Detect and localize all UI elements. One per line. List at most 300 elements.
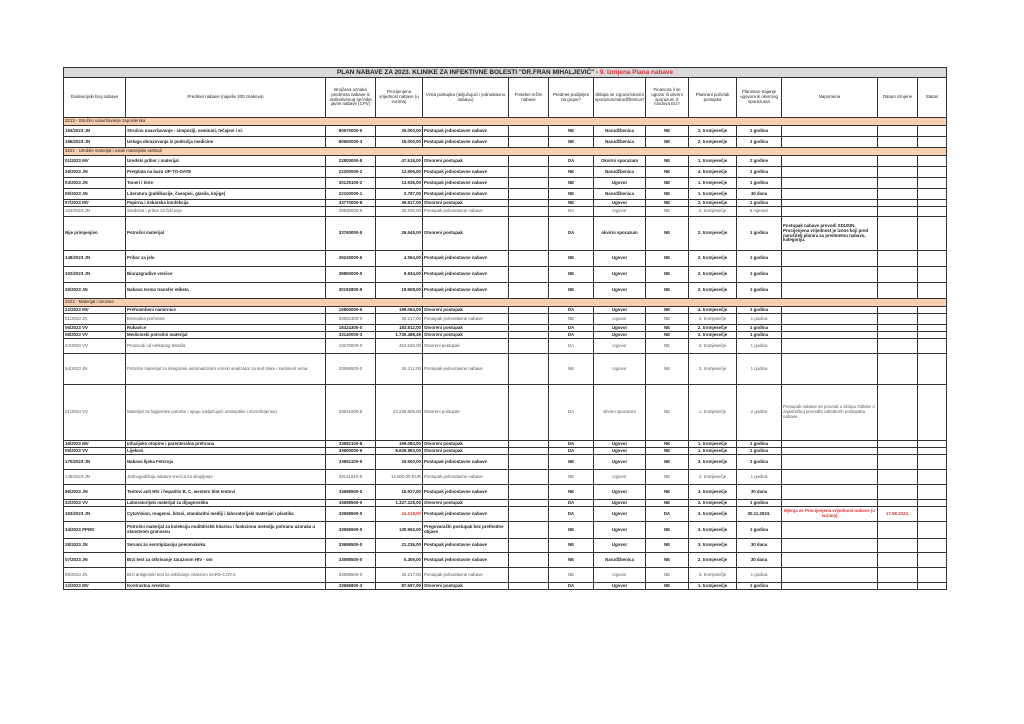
cell-predmet: Medicinski potrošni materijal (126, 332, 326, 339)
section-label: 3213 - Stručno usavršavanje zaposlenika (64, 118, 947, 126)
cell-trajanje: 1 godina (737, 583, 782, 590)
cell-status (918, 126, 947, 137)
cell-rezim (509, 332, 549, 339)
cell-vrijednost: 24.618,00 (376, 507, 423, 522)
cell-datum (878, 200, 918, 207)
cell-eu: NE (646, 251, 689, 267)
col-header-pocetak: Planirani početak postupka (689, 78, 737, 118)
cell-ev: 05/2023 JN (64, 189, 126, 200)
cell-vrijednost: 25.500,00 (376, 455, 423, 470)
cell-datum (878, 385, 918, 441)
cell-grupe: DA (549, 583, 594, 590)
cell-grupe: NE (549, 470, 594, 485)
table-row (64, 137, 947, 148)
cell-grupe: DA (549, 217, 594, 251)
cell-napomena (782, 126, 878, 137)
cell-ev: 22/2023 MV (64, 307, 126, 314)
cell-eu: NE (646, 539, 689, 553)
cell-predmet: Infuzijske otopine i parenteralna prehrana (126, 441, 326, 448)
cell-predmet: Usluga obrazovanja iz područja medicine (126, 137, 326, 148)
cell-pocetak: 1. tromjesečje (689, 448, 737, 455)
cell-pocetak: 1. tromjesečje (689, 189, 737, 200)
cell-rezim (509, 522, 549, 539)
cell-napomena (782, 325, 878, 332)
table-row (64, 178, 947, 189)
table-row (64, 448, 947, 455)
cell-eu: NE (646, 283, 689, 299)
cell-napomena: Mjenja se Procijenjena vrijednost nabave (u eurima) (782, 507, 878, 522)
cell-napomena (782, 137, 878, 148)
cell-cpv: 33698500-0 (326, 507, 376, 522)
cell-rezim (509, 137, 549, 148)
cell-trajanje: 1 godina (737, 251, 782, 267)
table-body (64, 118, 947, 590)
cell-vrijednost: 25.000,00 (376, 126, 423, 137)
cell-vrsta: Postupak jednostavne nabave (423, 507, 509, 522)
col-header-rezim: Posebni režim nabave (509, 78, 549, 118)
cell-predmet: Potrošni materijal (126, 217, 326, 251)
table-row (64, 539, 947, 553)
cell-predmet: Prehrambeni namirnice (126, 307, 326, 314)
cell-datum (878, 332, 918, 339)
cell-napomena (782, 283, 878, 299)
cell-cpv: 39240000-6 (326, 251, 376, 267)
cell-ev: 06/2023 VV (64, 325, 126, 332)
cell-vrsta: Otvoreni postupak (423, 325, 509, 332)
cell-rezim (509, 126, 549, 137)
cell-datum (878, 307, 918, 314)
table-row (64, 354, 947, 385)
cell-predmet: Uredski pribor i materijal (126, 156, 326, 167)
table-row (64, 553, 947, 568)
cell-status (918, 217, 947, 251)
table-row (64, 441, 947, 448)
cell-rezim (509, 500, 549, 507)
cell-cpv: 33140000-3 (326, 332, 376, 339)
cell-datum: 17.08.2023. (878, 507, 918, 522)
cell-cpv: 33692300-0 (326, 314, 376, 325)
cell-vrijednost: 25.217,00 (376, 568, 423, 583)
col-header-cpv: Brojčana oznaka predmeta nabave iz Jedinstvenog rječnika javne nabave (CPV) (326, 78, 376, 118)
cell-status (918, 267, 947, 283)
cell-datum (878, 441, 918, 448)
cell-status (918, 283, 947, 299)
cell-eu: NE (646, 500, 689, 507)
cell-trajanje: 1 godina (737, 448, 782, 455)
cell-eu: NE (646, 167, 689, 178)
cell-ugovor: Ugovor (594, 200, 646, 207)
cell-rezim (509, 485, 549, 500)
cell-eu: NE (646, 385, 689, 441)
cell-status (918, 455, 947, 470)
cell-napomena: Postupak nabave se provodi u sklopu Odluke o zajedničkoj provedbi određenih postupaka nabave. (782, 385, 878, 441)
cell-pocetak: 2. tromjesečje (689, 325, 737, 332)
cell-eu: NE (646, 339, 689, 354)
cell-ugovor: Ugovor (594, 267, 646, 283)
cell-predmet: Proizvodi od netkanog tekstila (126, 339, 326, 354)
cell-rezim (509, 539, 549, 553)
cell-trajanje: 2 godine (737, 385, 782, 441)
cell-ev: 18/2023 MV (64, 441, 126, 448)
cell-pocetak: 3. tromjesečje (689, 314, 737, 325)
cell-vrijednost: 12.506,00 (376, 167, 423, 178)
cell-vrijednost: 43.236.809,00 (376, 385, 423, 441)
cell-grupe: NE (549, 485, 594, 500)
cell-cpv: 19270000-0 (326, 339, 376, 354)
cell-napomena (782, 251, 878, 267)
section-row (64, 299, 947, 307)
table-row (64, 251, 947, 267)
cell-rezim (509, 553, 549, 568)
cell-ev: 24/2023 VV (64, 339, 126, 354)
cell-predmet: Pretplata na bazu UP-TO-DATE (126, 167, 326, 178)
cell-ev: 09/2023 VV (64, 448, 126, 455)
cell-cpv: 39850000-0 (326, 267, 376, 283)
cell-vrijednost: 183.812,00 (376, 325, 423, 332)
cell-ev: 32/2023 VV (64, 500, 126, 507)
table-row (64, 339, 947, 354)
cell-grupe: DA (549, 385, 594, 441)
cell-napomena (782, 332, 878, 339)
cell-vrijednost: 199.084,00 (376, 307, 423, 314)
cell-pocetak: 2. tromjesečje (689, 137, 737, 148)
cell-pocetak: 2. tromjesečje (689, 283, 737, 299)
cell-vrsta: Otvoreni postupak (423, 441, 509, 448)
cell-cpv: 80560000-3 (326, 137, 376, 148)
cell-status (918, 167, 947, 178)
table-row (64, 507, 947, 522)
cell-pocetak: 2. tromjesečje (689, 251, 737, 267)
cell-eu: NE (646, 178, 689, 189)
cell-eu: NE (646, 156, 689, 167)
col-header-vrijednost: Procijenjena vrijednost nabave (u eurima) (376, 78, 423, 118)
cell-status (918, 156, 947, 167)
cell-grupe: DA (549, 332, 594, 339)
cell-napomena (782, 553, 878, 568)
cell-predmet: Testovi anti HIV i hepatitis B, C, western blot testovi (126, 485, 326, 500)
cell-vrsta: Otvoreni postupak (423, 200, 509, 207)
cell-rezim (509, 339, 549, 354)
cell-ugovor: Narudžbenica (594, 553, 646, 568)
cell-eu: NE (646, 217, 689, 251)
cell-ugovor: Ugovor (594, 470, 646, 485)
cell-pocetak: 1. tromjesečje (689, 583, 737, 590)
col-header-status: Status (918, 78, 947, 118)
cell-predmet: Stručno usavršavanje - simpoziji, seminari, tečajevi i sl. (126, 126, 326, 137)
cell-trajanje: 2 godine (737, 156, 782, 167)
cell-vrsta: Postupak jednostavne nabave (423, 167, 509, 178)
cell-cpv: 33698500-0 (326, 568, 376, 583)
cell-trajanje: 1 godina (737, 217, 782, 251)
cell-napomena (782, 455, 878, 470)
cell-pocetak: 2. tromjesečje (689, 332, 737, 339)
cell-vrijednost: 19.908,00 (376, 283, 423, 299)
cell-vrsta: Postupak jednostavne nabave (423, 126, 509, 137)
cell-datum (878, 522, 918, 539)
cell-napomena (782, 156, 878, 167)
cell-rezim (509, 583, 549, 590)
cell-predmet: Pribor za jelo (126, 251, 326, 267)
cell-ugovor: Ugovor (594, 441, 646, 448)
cell-status (918, 307, 947, 314)
cell-rezim (509, 207, 549, 217)
cell-ugovor: Ugovor (594, 522, 646, 539)
cell-eu: NE (646, 307, 689, 314)
table-row (64, 207, 947, 217)
cell-datum (878, 583, 918, 590)
cell-predmet: Nabava termo transfer etiketa (126, 283, 326, 299)
cell-napomena (782, 485, 878, 500)
cell-eu: NE (646, 553, 689, 568)
cell-ugovor: Ugovor (594, 325, 646, 332)
cell-ugovor: Narudžbenica (594, 167, 646, 178)
cell-vrsta: Postupak jednostavne nabave (423, 207, 509, 217)
col-header-trajanje: Planirano trajanje ugovora ili okvirnog sporazuma (737, 78, 782, 118)
cell-pocetak: 3. tromjesečje (689, 539, 737, 553)
cell-pocetak: 1. tromjesečje (689, 385, 737, 441)
cell-pocetak: 2. tromjesečje (689, 200, 737, 207)
cell-eu: NE (646, 314, 689, 325)
cell-ev: 145/2023 JN (64, 470, 126, 485)
cell-vrijednost: 87.597,00 (376, 583, 423, 590)
cell-datum (878, 137, 918, 148)
cell-eu: NE (646, 485, 689, 500)
cell-rezim (509, 507, 549, 522)
cell-trajanje: 1 godina (737, 470, 782, 485)
table-row (64, 283, 947, 299)
cell-trajanje: 1 godina (737, 307, 782, 314)
cell-trajanje: 1 godina (737, 522, 782, 539)
cell-pocetak: 1. tromjesečje (689, 178, 737, 189)
table-row (64, 217, 947, 251)
cell-vrsta: Postupak jednostavne nabave (423, 470, 509, 485)
cell-ev: 28/2023 JN (64, 167, 126, 178)
cell-pocetak: 3. tromjesečje (689, 522, 737, 539)
cell-napomena: Postupak nabave provodi SDUSIN. Procijenjena vrijednost je iznos koji pred naručitelj planira za predmetnu nabavu, kategoriju. (782, 217, 878, 251)
cell-trajanje: 30 dana (737, 553, 782, 568)
cell-trajanje: 1 godina (737, 455, 782, 470)
cell-ev: 28/2023 JN (64, 539, 126, 553)
cell-vrsta: Postupak jednostavne nabave (423, 568, 509, 583)
cell-vrijednost: 2.787,00 (376, 189, 423, 200)
table-row (64, 500, 947, 507)
table-row (64, 385, 947, 441)
cell-napomena (782, 441, 878, 448)
cell-ugovor: Ugovor (594, 283, 646, 299)
cell-grupe: NE (549, 137, 594, 148)
cell-trajanje: 30.11.2023. (737, 507, 782, 522)
table-row (64, 485, 947, 500)
cell-status (918, 339, 947, 354)
cell-eu: NE (646, 332, 689, 339)
cell-ugovor: Ugovor (594, 583, 646, 590)
cell-datum (878, 178, 918, 189)
cell-ugovor: Ugovor (594, 500, 646, 507)
cell-grupe: NE (549, 314, 594, 325)
cell-ev: 183/2023 JN (64, 507, 126, 522)
cell-vrsta: Postupak jednostavne nabave (423, 455, 509, 470)
cell-napomena (782, 267, 878, 283)
cell-cpv: 30192800-9 (326, 283, 376, 299)
cell-ev: 07/2023 JN (64, 553, 126, 568)
cell-vrijednost: 25.217,00 (376, 314, 423, 325)
cell-predmet: Potrošni materijal za integrirani automatizirani urinski analizator za test trake i sediment urina (126, 354, 326, 385)
cell-ugovor: Ugovor (594, 354, 646, 385)
cell-rezim (509, 178, 549, 189)
title-main: PLAN NABAVE ZA 2023. KLINIKE ZA INFEKTIVNE BOLESTI "DR.FRAN MIHALJEVIĆ" - (336, 68, 600, 76)
cell-status (918, 200, 947, 207)
cell-napomena (782, 470, 878, 485)
cell-pocetak: 2. tromjesečje (689, 553, 737, 568)
col-header-datum: Datum izmjene (878, 78, 918, 118)
cell-ugovor: Ugovor (594, 307, 646, 314)
cell-ev: 170/2023 JN (64, 455, 126, 470)
cell-ugovor: Ugovor (594, 207, 646, 217)
cell-trajanje: 1 godina (737, 267, 782, 283)
cell-predmet: Potrošni materijal za kolekciju mulitdrishk kitarina i funkcionu metodju pohranu uzoraka u stanstvom granosvu (126, 522, 326, 539)
cell-datum (878, 568, 918, 583)
cell-cpv: 15800000-6 (326, 307, 376, 314)
cell-rezim (509, 568, 549, 583)
cell-pocetak: 2. tromjesečje (689, 126, 737, 137)
cell-grupe: NE (549, 126, 594, 137)
cell-grupe: NE (549, 553, 594, 568)
cell-trajanje: 1 godina (737, 332, 782, 339)
cell-trajanje: 1 godina (737, 137, 782, 148)
cell-eu: NE (646, 354, 689, 385)
cell-predmet: Toneri i tinte (126, 178, 326, 189)
cell-ugovor: Ugovor (594, 507, 646, 522)
cell-ugovor: Okvirni sporazum (594, 156, 646, 167)
cell-eu: DA (646, 507, 689, 522)
cell-datum (878, 217, 918, 251)
cell-grupe: NE (549, 167, 594, 178)
cell-vrsta: Postupak jednostavne nabave (423, 553, 509, 568)
cell-datum (878, 167, 918, 178)
cell-napomena (782, 500, 878, 507)
table-row (64, 126, 947, 137)
cell-grupe: DA (549, 441, 594, 448)
cell-pocetak: 3. tromjesečje (689, 455, 737, 470)
cell-rezim (509, 251, 549, 267)
cell-grupe: NE (549, 522, 594, 539)
header-row (64, 78, 947, 118)
table-row (64, 307, 947, 314)
cell-grupe: NE (549, 267, 594, 283)
cell-predmet: Brzi antigenski test za otkrivanje zarazom SARS-COV-2 (126, 568, 326, 583)
cell-ugovor: Ugovor (594, 332, 646, 339)
cell-status (918, 178, 947, 189)
cell-eu: NE (646, 137, 689, 148)
col-header-ugovor: Sklapa se Ugovor/okvirni sporazum/narudžbenica? (594, 78, 646, 118)
table-row (64, 332, 947, 339)
cell-grupe: NE (549, 200, 594, 207)
cell-ev: 148/2023 JN (64, 251, 126, 267)
cell-ugovor: okvirni sporazum (594, 385, 646, 441)
cell-pocetak: 3. tromjesečje (689, 507, 737, 522)
cell-ugovor: Ugovor (594, 339, 646, 354)
cell-grupe: DA (549, 448, 594, 455)
cell-vrsta: Otvoreni postupak (423, 217, 509, 251)
cell-ev: 84/2023 JN (64, 354, 126, 385)
col-header-predmet: Predmet nabave (najviše 200 znakova) (126, 78, 326, 118)
cell-datum (878, 156, 918, 167)
cell-predmet: Papirna i tiskarska konfekcija (126, 200, 326, 207)
cell-ev: 12/2023 MV (64, 583, 126, 590)
col-header-grupe: Predmet podijeljen na grupe? (549, 78, 594, 118)
cell-datum (878, 485, 918, 500)
cell-napomena (782, 189, 878, 200)
cell-pocetak: 2. tromjesečje (689, 207, 737, 217)
cell-vrsta: Otvoreni postupak (423, 385, 509, 441)
cell-datum (878, 470, 918, 485)
cell-status (918, 137, 947, 148)
cell-rezim (509, 325, 549, 332)
cell-vrsta: Postupak jednostavne nabave (423, 314, 509, 325)
cell-cpv: 33698500-0 (326, 539, 376, 553)
cell-datum (878, 207, 918, 217)
cell-cpv: 18424300-0 (326, 325, 376, 332)
cell-vrijednost: 5.309,00 (376, 553, 423, 568)
cell-ugovor: Ugovor (594, 568, 646, 583)
cell-vrijednost: 39.817,00 (376, 200, 423, 207)
col-header-ev: Evidencijski broj nabave (64, 78, 126, 118)
cell-ugovor: Ugovor (594, 448, 646, 455)
procurement-plan-table (63, 67, 947, 590)
cell-vrsta: Postupak jednostavne nabave (423, 267, 509, 283)
cell-status (918, 441, 947, 448)
cell-predmet: Brzi test za otkrivanje zaraznom HIV - om (126, 553, 326, 568)
cell-vrijednost: 1.327.228,00 (376, 500, 423, 507)
cell-predmet: Biorazgradive vrećice (126, 267, 326, 283)
cell-ugovor: Ugovor (594, 314, 646, 325)
col-header-vrsta: Vrsta postupka (uključujući i jednostavnu nabavu) (423, 78, 509, 118)
cell-eu: NE (646, 470, 689, 485)
cell-grupe: DA (549, 156, 594, 167)
cell-datum (878, 500, 918, 507)
cell-ev: 01/2023 MV (64, 156, 126, 167)
cell-cpv: 33760000-5 (326, 217, 376, 251)
cell-ev: 03/2023 JN (64, 178, 126, 189)
cell-cpv: 33698500-0 (326, 485, 376, 500)
cell-ugovor: Ugovor (594, 178, 646, 189)
cell-vrijednost: 130.962,00 (376, 522, 423, 539)
cell-cpv: 30125100-2 (326, 178, 376, 189)
section-label: 3222 - Materijal i sirovine (64, 299, 947, 307)
cell-grupe: DA (549, 207, 594, 217)
cell-cpv: 33651100-9 (326, 455, 376, 470)
cell-vrsta: Otvoreni postupak (423, 156, 509, 167)
cell-grupe: NE (549, 178, 594, 189)
cell-predmet: Enteralna prehrana (126, 314, 326, 325)
cell-grupe: DA (549, 507, 594, 522)
cell-predmet: Rukavice (126, 325, 326, 332)
cell-cpv: 80570000-0 (326, 126, 376, 137)
cell-predmet: Jednogodišnja nabava vrećica za skupljanje (126, 470, 326, 485)
cell-grupe: NE (549, 539, 594, 553)
cell-eu: NE (646, 126, 689, 137)
cell-vrijednost: 464.530,00 (376, 339, 423, 354)
cell-eu: NE (646, 522, 689, 539)
cell-rezim (509, 455, 549, 470)
cell-cpv: 33770000-8 (326, 200, 376, 207)
cell-status (918, 568, 947, 583)
cell-vrijednost: 14.600,00 EUR (376, 470, 423, 485)
cell-vrijednost: 1.730.488,49 (376, 332, 423, 339)
cell-datum (878, 539, 918, 553)
cell-cpv: 33696800-3 (326, 583, 376, 590)
cell-eu: NE (646, 441, 689, 448)
